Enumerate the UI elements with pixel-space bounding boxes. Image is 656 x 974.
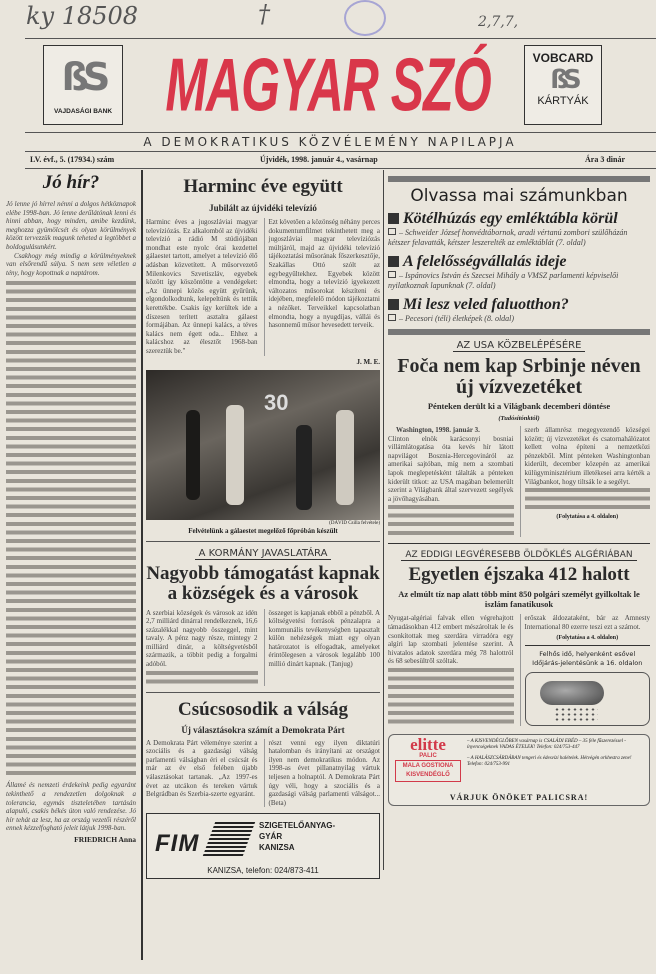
article-foca — [388, 340, 650, 537]
article-col-2: részt venni egy ilyen diktatúri hatalomban és irányítani az országot ilyen nem demokratikus módon. Az 1998-as évet pillanatnyilag vártuk teljesen a holnaptól. A Demokrata Párt úgy véli, hogy a szociális és a gazdasági válság parlamenti válságot... (Beta) — [268, 738, 380, 807]
kicker — [146, 548, 380, 559]
elitte-advertisement — [388, 734, 650, 806]
card-mark-icon: ßS — [550, 65, 576, 95]
fim-line3: KANIZSA — [259, 843, 295, 853]
article-col-2: Ezt követően a közönség néhány perces dokumentumfilmet tekinthetett meg a jugoszláviai magyar televíziózás múltjáról, majd az újvidéki televízió tájékoztatási műsorának főszerkesztője, Szakállas Ottó szólt az egybegyűltekhez. Egyebek között elmondta, hogy a televízió igyekezett változatos műsorokat készíteni és idejében, megfelelő módon tájékoztatni a nézőket. Terveikkel kapcsolatban elmondta, hogy a nyugdíjas, vállái és hasonnemű műsor hevesedett terveik. — [264, 218, 381, 356]
square-bullet-icon — [388, 213, 399, 224]
vobcard-text: VOBCARD — [532, 51, 594, 65]
fim-line2: GYÁR — [259, 832, 283, 842]
elitte-text2: – A HALÁSZCSÁRDÁBAN tengeri és édesvízi halételek. Hétvégén orkhestra zene! Telefon: 024/753-991 — [467, 755, 632, 768]
handwritten-number: ky 18508 — [26, 2, 139, 30]
editorial-body-text — [6, 279, 136, 779]
photo-credit: (DÁVID Csilla felvétele) — [329, 520, 380, 526]
editorial-p2: Csakhogy még mindig a körülményeknek van elsőrendű súlya. S nem sem véletlen a tény, hogy kopottnak a naptárom. — [6, 251, 136, 277]
editorial-title: Jó hír? — [42, 172, 100, 193]
subhead: Jubilált az újvidéki televízió — [209, 203, 317, 213]
continued-note[interactable]: (Folytatása a 4. oldalon) — [556, 634, 619, 641]
fim-logo: FIM — [155, 830, 200, 858]
editorial-closing: Államé és nemzeti érdekeink pedig egyaránt tekinthető a rendezetlen dolgoknak a tolerancia, egymás tiszteletében tartásán alapuló, csakis békés úton való rendezése. Jó hír tehát az lesz, ha az ország vezetői részéről ennek kézzelfogható jeleit látjuk 1998-ban. — [6, 781, 136, 833]
library-stamp — [344, 0, 386, 36]
bank-name: VAJDASÁGI BANK — [53, 108, 113, 115]
contents-item[interactable] — [388, 210, 650, 248]
sign1: MALA GOSTIONA — [402, 762, 454, 769]
article-csucsosodik — [146, 699, 380, 808]
editorial — [6, 172, 136, 844]
checkbox-icon — [388, 228, 396, 235]
sign2: KISVENDÉGLŐ — [406, 771, 450, 778]
photo-caption: Felvételünk a gálaestet megelőző főpróbán készült — [188, 526, 338, 535]
handwritten-mark: † — [258, 0, 270, 28]
article-nagyobb — [146, 548, 380, 686]
kartyak-text: KÁRTYÁK — [537, 95, 589, 107]
item-headline: Mi lesz veled faluotthon? — [403, 296, 569, 313]
contents-title: Olvassa mai számunkban — [410, 186, 628, 206]
editorial-author: FRIEDRICH Anna — [74, 834, 136, 844]
item-desc: – Ispánovics István és Szecsei Mihály a VMSZ parlamenti képviselői nyilatkoznak lapunknak (7. oldal) — [388, 271, 619, 290]
newspaper-title-text: MAGYAR SZÓ — [165, 43, 491, 127]
article-col-1: Harminc éves a jugoszláviai magyar televíziózás. Ez alkalomból az újvidéki televízió a rádió M stúdiójában mondhat este nyolc órai kezdettel gálaestet tartott, amelyet a televízió élő adásban közvetített. A műsorvezető Milenkovics Szvetiszláv, egyebek között így köszöntötte a vendégeket: „Az ünnepi közös együtt gyűrünk, elgondolkodtunk, kelepeltünk és tettük kerettékbe. Csakis így kerültek ide a díszesen terített asztalra gálaest formájában. Az ünnepi kalács, a téves kalács nem égett oda... Ehhez a kalácshoz az élesztőt 1968-ban szereztük be." — [146, 218, 258, 355]
bank-mark-icon: ßS — [61, 55, 105, 99]
item-desc: – Schweider József honvédtábornok, aradi vértanú zombori szülőházán kétszer felavatták, kétszer leszerelték az emléktáblát (7. oldal) — [388, 228, 628, 247]
subhead: Új választásokra számít a Demokrata Párt — [181, 724, 345, 735]
item-desc: – Pecesori (téli) életképek (8. oldal) — [399, 314, 515, 323]
article-algeria — [388, 550, 650, 726]
rain-cloud-icon — [540, 681, 604, 705]
article-col-2: szerb államrész megegyezendő községei között; új vízvezetéket és csatornahálózatot kellett volna építeni a nemzetközi pénzekből. Mint pénteken Washingtonban kiderült, december közepén az amerikai külügyminisztérium illetékesei arra kérték a Világbankot, hogy tiltsák le a segélyt. — [524, 426, 650, 486]
elitte-text1: – A KISVENDÉGLŐBEN vasárnap is CSALÁDI EBÉD – 35 féle fűszerezéssel - ínyencségeknek VADAS ÉTELEK! Telefon: 024/753-447 — [467, 738, 626, 751]
right-column — [388, 176, 650, 806]
editorial-intro: Jó lenne jó hírrel nénni a dolgos hétköznapok elébe 1998-ban. Jó lenne derűlátónak lenni és hinni abban, hogy minden, amibe kezdünk, meghozza gyümölcsét és olyan körülmények között tervezzük magunk teheted a legtöbbet a boldogulásunkért. — [6, 200, 136, 251]
weather-forecast: Felhős idő, helyenként esővel — [539, 649, 636, 658]
article-col-2: összeget is kapjanak ebből a pénzből. A költségvetési források pénzalapra a kommunális tevékenységben tapasztalt külön nehézségek miatt egy olyan határozatot is elfogadtak, amelyeket érintőlegesen a városok legalább 100 millió dinárt kapnak. (Tanjug) — [268, 608, 380, 669]
weather-box — [525, 645, 651, 726]
fim-line1: SZIGETELŐANYAG- — [259, 821, 336, 831]
fim-stripes-icon — [203, 822, 255, 856]
price: Ára 3 dinár — [585, 155, 625, 164]
checkbox-icon — [388, 271, 396, 278]
square-bullet-icon — [388, 299, 399, 310]
subhead: Az elmúlt tíz nap alatt több mint 850 polgári személyt gyilkoltak le iszlám fanatikusok — [398, 589, 640, 610]
subhead: Pénteken derült ki a Világbank decemberi döntése — [427, 401, 611, 411]
tagline: A DEMOKRATIKUS KÖZVÉLEMÉNY NAPILAPJA — [143, 135, 517, 149]
elitte-slogan: VÁRJUK ÖNÖKET PALICSRA! — [449, 792, 589, 802]
item-headline: Kötélhúzás egy emléktábla körül — [403, 210, 618, 227]
issue-date: Újvidék, 1998. január 4., vasárnap — [260, 155, 378, 164]
square-bullet-icon — [388, 256, 399, 267]
headline: Egyetlen éjszaka 412 halott — [408, 564, 630, 586]
photo-sign-30: 30 — [264, 389, 289, 415]
handwritten-right: 2,7,7, — [478, 14, 519, 30]
palic-text: PALIC — [419, 752, 437, 759]
kicker-text: A KORMÁNY JAVASLATÁRA — [195, 548, 332, 560]
article-col-1: A szerbiai községek és városok az idén 2,7 milliárd dinárral rendelkeznek, 16,6 százalékkal nagyobb összeggel, mint tavaly. A pénz nagy része, mintegy 2 milliárd dinár, a költségvetésből származik, a többit pedig a forgalmi adóból. — [146, 608, 258, 669]
fim-advertisement — [146, 813, 380, 879]
kicker — [388, 550, 650, 560]
contents-list — [388, 210, 650, 324]
kicker-text: AZ EDDIGI LEGVÉRESEBB ÖLDÖKLÉS ALGÉRIÁBAN — [401, 550, 636, 561]
headline: Harminc éve együtt — [183, 176, 343, 197]
gala-photo — [146, 370, 380, 520]
headline: Foča nem kap Srbinje néven új vízvezetéket — [397, 355, 641, 398]
kicker-text: AZ USA KÖZBELÉPÉSÉRE — [453, 340, 586, 352]
article-col-2: erőszak áldozataként, bár az Amnesty International 80 ezerre teszi ezt a számot. — [524, 614, 650, 631]
checkbox-icon — [388, 314, 396, 321]
contents-item[interactable] — [388, 296, 650, 324]
weather-icon-frame — [525, 672, 651, 726]
contents-item[interactable] — [388, 253, 650, 291]
weather-reference[interactable]: Időjárás-jelentésünk a 16. oldalon — [532, 658, 643, 667]
kicker — [388, 340, 650, 351]
article-col-1: A Demokrata Párt véleménye szerint a szociális és a gazdasági válság parlamenti válságban éri el csúcsát és már az év első felében újabb választásokat tartanak. „Az 1997-es évet az utcákon és tereken vártuk Belgrádban és Szerbia-szerte egyaránt. — [146, 738, 258, 799]
article-col-1: Clinton elnök karácsonyi bosniai villámlátogatása óta kevés hír látott napvilágot Bosznia-Hercegovináról az amerikai sajtóban, míg nem a szombati lapok meglepetésként tálalták a pénteken kiderült titkot: az USA magában belemerült szerint a Világbank által szervezett segélyek a jövőhagyásában. — [388, 434, 514, 503]
issue-number: LV. évf., 5. (17934.) szám — [30, 155, 115, 164]
dateline: Washington, 1998. január 3. — [396, 426, 480, 434]
article-col-1: Nyugat-algériai falvak ellen végrehajtott támadásokban 412 embert mészároltak le és csonkítottak meg szerdára virradóra egy algíri lap szombati jelentése szerint. A hivatalos adatok szerdára még 78 halottról és 68 sebesültről szóltak. — [388, 614, 514, 666]
continued-note[interactable]: (Folytatása a 4. oldalon) — [556, 514, 619, 521]
article-harminc — [146, 176, 380, 366]
author: J. M. E. — [356, 357, 380, 366]
fim-contact: KANIZSA, telefon: 024/873-411 — [207, 866, 319, 876]
middle-column — [146, 176, 380, 879]
byline: (Tudósítónktól) — [498, 415, 540, 422]
rain-drops-icon — [554, 707, 598, 723]
headline: Csúcsosodik a válság — [178, 698, 348, 720]
headline: Nagyobb támogatást kapnak a községek és a városok — [146, 562, 380, 604]
vobcard-logo — [524, 45, 602, 125]
item-headline: A felelősségvállalás ideje — [403, 253, 567, 270]
elitte-logo: elitte — [410, 734, 446, 754]
vajdasagi-bank-logo — [43, 45, 123, 125]
newspaper-title — [140, 40, 516, 130]
